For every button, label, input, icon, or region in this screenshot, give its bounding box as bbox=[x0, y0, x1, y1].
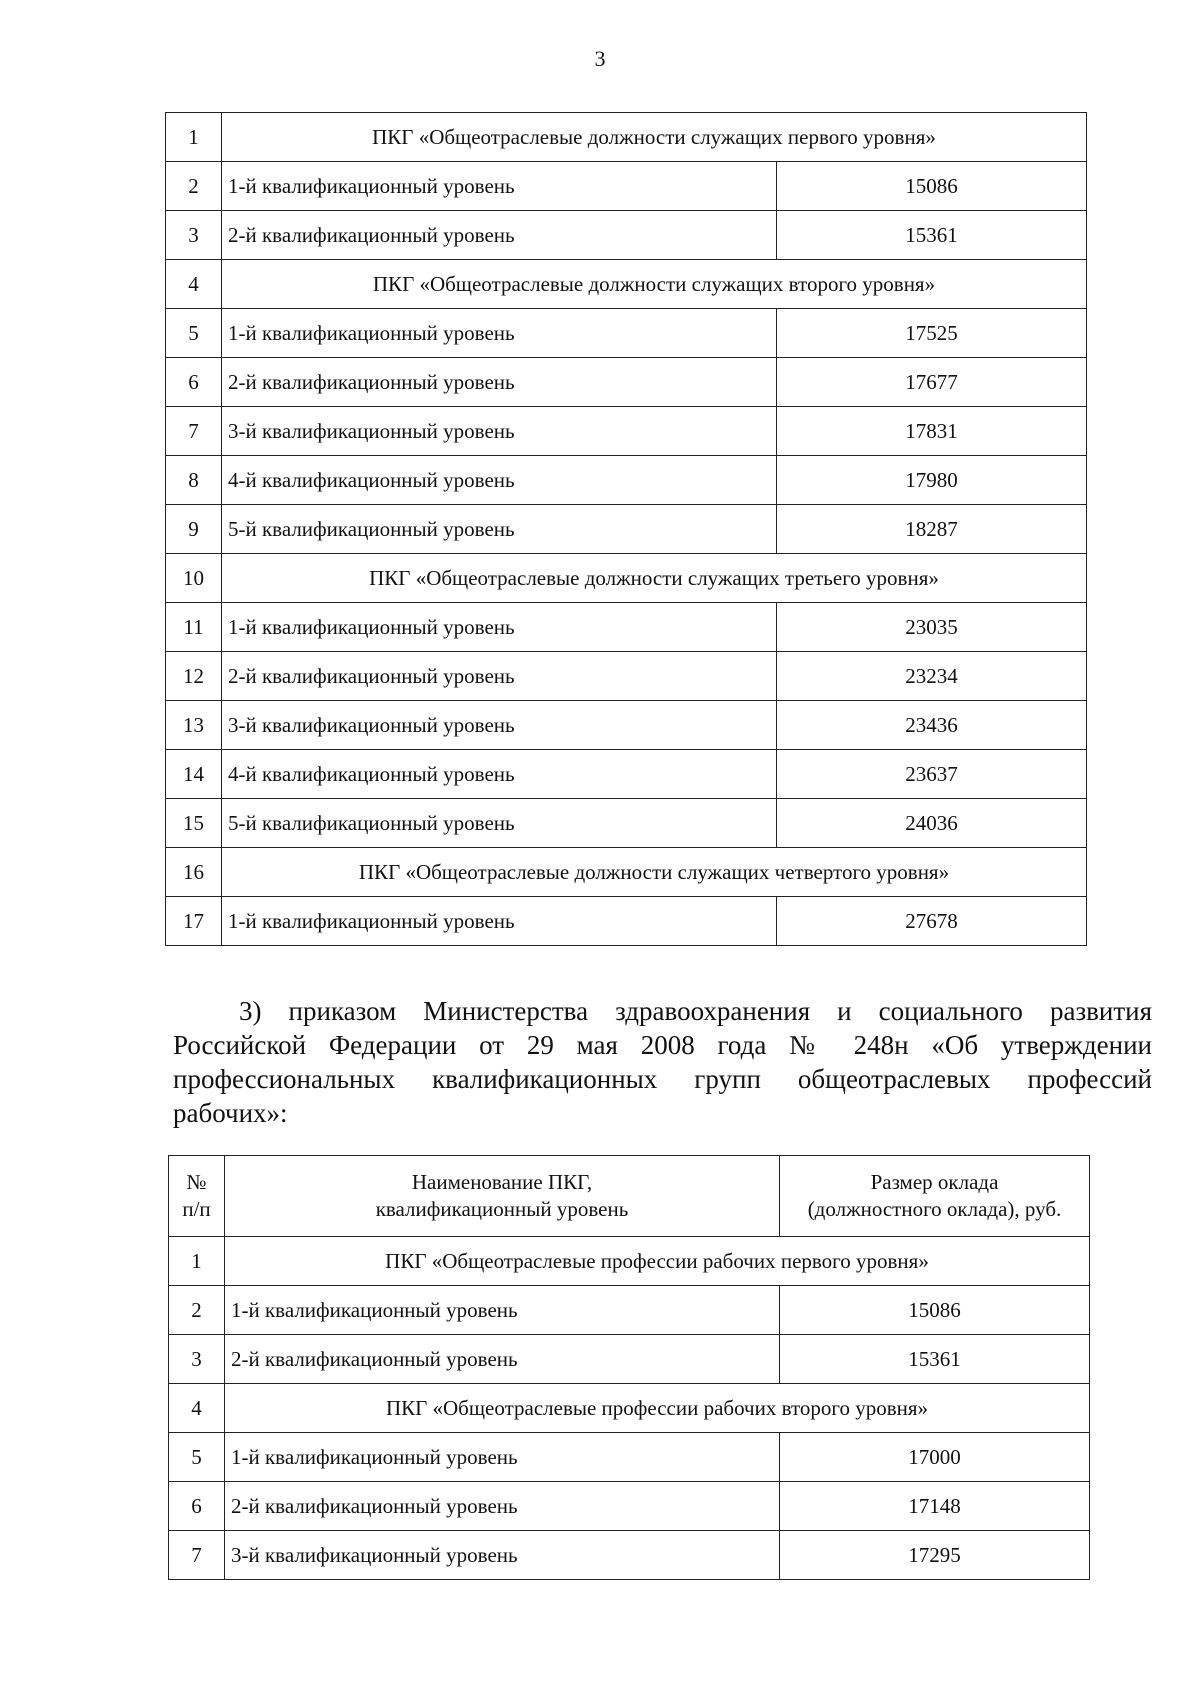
salary-table-employees-body bbox=[166, 113, 1087, 946]
row-number: 13 bbox=[166, 701, 222, 750]
row-number: 5 bbox=[169, 1433, 225, 1482]
table-row bbox=[169, 1433, 1090, 1482]
page-number: 3 bbox=[594, 46, 606, 71]
row-number: 6 bbox=[169, 1482, 225, 1531]
group-title: ПКГ «Общеотраслевые профессии рабочих второго уровня» bbox=[225, 1384, 1090, 1433]
qualification-level: 2-й квалификационный уровень bbox=[222, 211, 777, 260]
qualification-level: 2-й квалификационный уровень bbox=[225, 1335, 780, 1384]
order-reference-paragraph bbox=[173, 994, 1152, 1130]
header-value bbox=[780, 1156, 1090, 1237]
table-row bbox=[166, 897, 1087, 946]
table-row bbox=[166, 407, 1087, 456]
qualification-level: 1-й квалификационный уровень bbox=[225, 1433, 780, 1482]
table-row bbox=[166, 211, 1087, 260]
row-number: 6 bbox=[166, 358, 222, 407]
table-row bbox=[166, 309, 1087, 358]
group-row bbox=[169, 1237, 1090, 1286]
row-number: 1 bbox=[166, 113, 222, 162]
table-row bbox=[166, 701, 1087, 750]
salary-value: 24036 bbox=[777, 799, 1087, 848]
header-value-line1: Размер оклада bbox=[870, 1170, 999, 1194]
table-row bbox=[166, 750, 1087, 799]
table-row bbox=[169, 1335, 1090, 1384]
row-number: 9 bbox=[166, 505, 222, 554]
group-row bbox=[166, 260, 1087, 309]
table-row bbox=[166, 603, 1087, 652]
table-row bbox=[166, 652, 1087, 701]
header-name-line2: квалификационный уровень bbox=[375, 1197, 629, 1221]
row-number: 7 bbox=[169, 1531, 225, 1580]
salary-value: 17295 bbox=[780, 1531, 1090, 1580]
qualification-level: 2-й квалификационный уровень bbox=[225, 1482, 780, 1531]
salary-value: 15086 bbox=[780, 1286, 1090, 1335]
table-row bbox=[166, 358, 1087, 407]
salary-table-workers bbox=[168, 1155, 1090, 1580]
salary-value: 17148 bbox=[780, 1482, 1090, 1531]
qualification-level: 2-й квалификационный уровень bbox=[222, 358, 777, 407]
group-row bbox=[169, 1384, 1090, 1433]
qualification-level: 3-й квалификационный уровень bbox=[222, 407, 777, 456]
salary-table-employees bbox=[165, 112, 1087, 946]
qualification-level: 1-й квалификационный уровень bbox=[222, 309, 777, 358]
qualification-level: 1-й квалификационный уровень bbox=[222, 897, 777, 946]
row-number: 11 bbox=[166, 603, 222, 652]
salary-value: 23637 bbox=[777, 750, 1087, 799]
group-row bbox=[166, 113, 1087, 162]
row-number: 8 bbox=[166, 456, 222, 505]
group-title: ПКГ «Общеотраслевые профессии рабочих первого уровня» bbox=[225, 1237, 1090, 1286]
row-number: 4 bbox=[169, 1384, 225, 1433]
qualification-level: 1-й квалификационный уровень bbox=[222, 603, 777, 652]
group-title: ПКГ «Общеотраслевые должности служащих третьего уровня» bbox=[222, 554, 1087, 603]
table-row bbox=[166, 505, 1087, 554]
qualification-level: 3-й квалификационный уровень bbox=[222, 701, 777, 750]
qualification-level: 4-й квалификационный уровень bbox=[222, 456, 777, 505]
salary-value: 17831 bbox=[777, 407, 1087, 456]
qualification-level: 1-й квалификационный уровень bbox=[225, 1286, 780, 1335]
row-number: 2 bbox=[166, 162, 222, 211]
salary-value: 17525 bbox=[777, 309, 1087, 358]
qualification-level: 4-й квалификационный уровень bbox=[222, 750, 777, 799]
row-number: 5 bbox=[166, 309, 222, 358]
row-number: 3 bbox=[169, 1335, 225, 1384]
salary-value: 17677 bbox=[777, 358, 1087, 407]
qualification-level: 5-й квалификационный уровень bbox=[222, 799, 777, 848]
header-number-line1: № bbox=[186, 1170, 207, 1194]
qualification-level: 1-й квалификационный уровень bbox=[222, 162, 777, 211]
row-number: 14 bbox=[166, 750, 222, 799]
salary-value: 18287 bbox=[777, 505, 1087, 554]
qualification-level: 2-й квалификационный уровень bbox=[222, 652, 777, 701]
salary-table-workers-body bbox=[169, 1237, 1090, 1580]
group-row bbox=[166, 554, 1087, 603]
salary-value: 17000 bbox=[780, 1433, 1090, 1482]
salary-value: 23234 bbox=[777, 652, 1087, 701]
row-number: 16 bbox=[166, 848, 222, 897]
row-number: 2 bbox=[169, 1286, 225, 1335]
table-row bbox=[166, 799, 1087, 848]
group-title: ПКГ «Общеотраслевые должности служащих четвертого уровня» bbox=[222, 848, 1087, 897]
table-row bbox=[169, 1286, 1090, 1335]
salary-value: 23035 bbox=[777, 603, 1087, 652]
salary-value: 15361 bbox=[780, 1335, 1090, 1384]
qualification-level: 3-й квалификационный уровень bbox=[225, 1531, 780, 1580]
row-number: 15 bbox=[166, 799, 222, 848]
group-row bbox=[166, 848, 1087, 897]
header-number bbox=[169, 1156, 225, 1237]
row-number: 1 bbox=[169, 1237, 225, 1286]
row-number: 10 bbox=[166, 554, 222, 603]
table-row bbox=[166, 456, 1087, 505]
order-reference-text: 3) приказом Министерства здравоохранения и социального развития Российской Федерации от 29 мая 2008 года № 248н «Об утверждении профессиональных квалификационных групп общеотраслевых профессий рабочих»: bbox=[173, 996, 1152, 1128]
header-name bbox=[225, 1156, 780, 1237]
salary-value: 23436 bbox=[777, 701, 1087, 750]
table-row bbox=[169, 1531, 1090, 1580]
group-title: ПКГ «Общеотраслевые должности служащих второго уровня» bbox=[222, 260, 1087, 309]
header-number-line2: п/п bbox=[182, 1197, 211, 1221]
salary-value: 27678 bbox=[777, 897, 1087, 946]
salary-value: 17980 bbox=[777, 456, 1087, 505]
row-number: 12 bbox=[166, 652, 222, 701]
row-number: 17 bbox=[166, 897, 222, 946]
row-number: 3 bbox=[166, 211, 222, 260]
table-header-row bbox=[169, 1156, 1090, 1237]
header-name-line1: Наименование ПКГ, bbox=[411, 1170, 593, 1194]
table-row bbox=[166, 162, 1087, 211]
salary-value: 15361 bbox=[777, 211, 1087, 260]
row-number: 4 bbox=[166, 260, 222, 309]
table-row bbox=[169, 1482, 1090, 1531]
qualification-level: 5-й квалификационный уровень bbox=[222, 505, 777, 554]
salary-value: 15086 bbox=[777, 162, 1087, 211]
group-title: ПКГ «Общеотраслевые должности служащих первого уровня» bbox=[222, 113, 1087, 162]
row-number: 7 bbox=[166, 407, 222, 456]
header-value-line2: (должностного оклада), руб. bbox=[807, 1197, 1062, 1221]
